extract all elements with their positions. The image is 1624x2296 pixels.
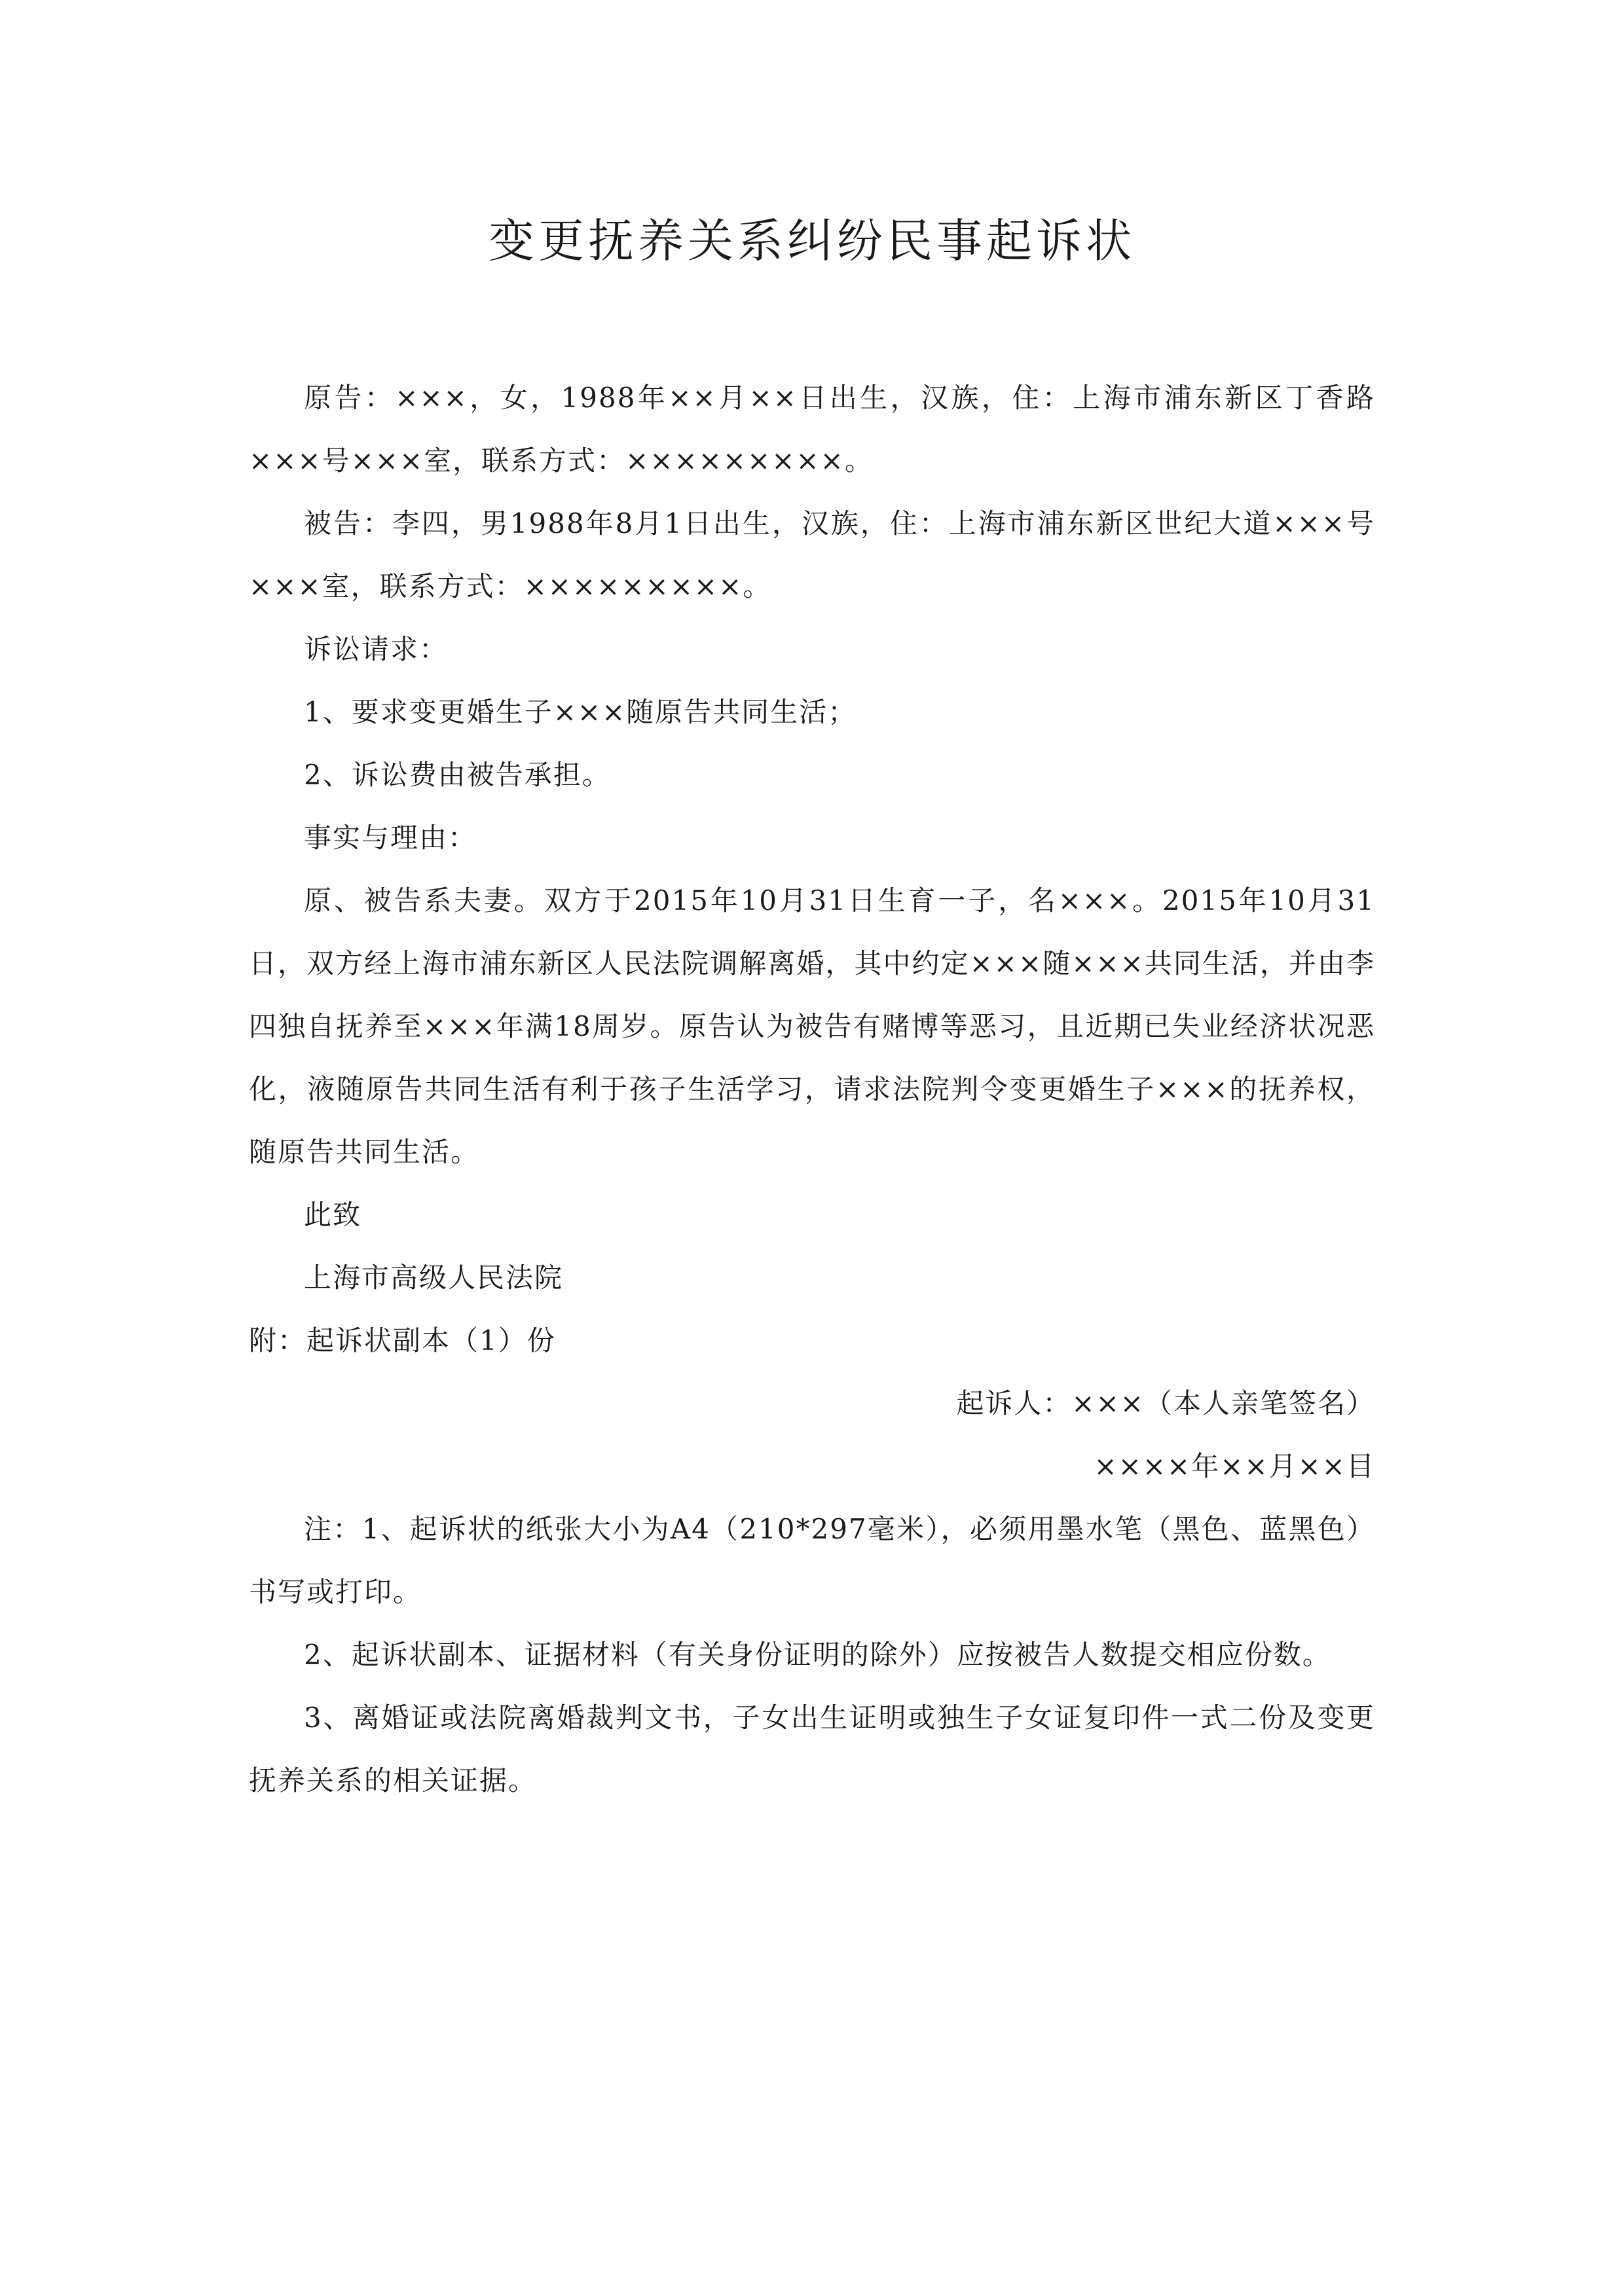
note-item: 2、起诉状副本、证据材料（有关身份证明的除外）应按被告人数提交相应份数。 — [304, 1639, 1331, 1671]
defendant-info: 被告：李四，男1988年8月1日出生，汉族，住：上海市浦东新区世纪大道×××号×××室，联系方式：×××××××××。 — [249, 507, 1375, 602]
note-item: 注：1、起诉状的纸张大小为A4（210*297毫米），必须用墨水笔（黑色、蓝黑色）书写或打印。 — [249, 1513, 1375, 1608]
document-title: 变更抚养关系纠纷民事起诉状 — [489, 214, 1135, 268]
facts-heading: 事实与理由： — [304, 822, 477, 854]
note-item: 3、离婚证或法院离婚裁判文书，子女出生证明或独生子女证复印件一式二份及变更抚养关系的相关证据。 — [249, 1702, 1375, 1796]
signature-line: 起诉人：×××（本人亲笔签名） — [956, 1387, 1375, 1419]
plaintiff-info: 原告：×××，女，1988年××月××日出生，汉族，住：上海市浦东新区丁香路×××号×××室，联系方式：×××××××××。 — [249, 382, 1375, 477]
document-body — [249, 367, 1375, 1812]
date-line: ××××年××月××目 — [1094, 1450, 1375, 1482]
claims-heading: 诉讼请求： — [304, 633, 449, 665]
salutation: 此致 — [304, 1199, 362, 1231]
claim-item: 1、要求变更婚生子×××随原告共同生活； — [304, 696, 857, 728]
court-name: 上海市高级人民法院 — [304, 1262, 564, 1294]
claim-item: 2、诉讼费由被告承担。 — [304, 759, 611, 791]
attachment-line: 附：起诉状副本（1）份 — [249, 1324, 556, 1357]
facts-paragraph: 原、被告系夫妻。双方于2015年10月31日生育一子，名×××。2015年10月31日，双方经上海市浦东新区人民法院调解离婚，其中约定×××随×××共同生活，并由李四独自抚养至×××年满18周岁。原告认为被告有赌博等恶习，且近期已失业经济状况恶化，液随原告共同生活有利于孩子生活学习，请求法院判令变更婚生子×××的抚养权，随原告共同生活。 — [249, 884, 1375, 1168]
